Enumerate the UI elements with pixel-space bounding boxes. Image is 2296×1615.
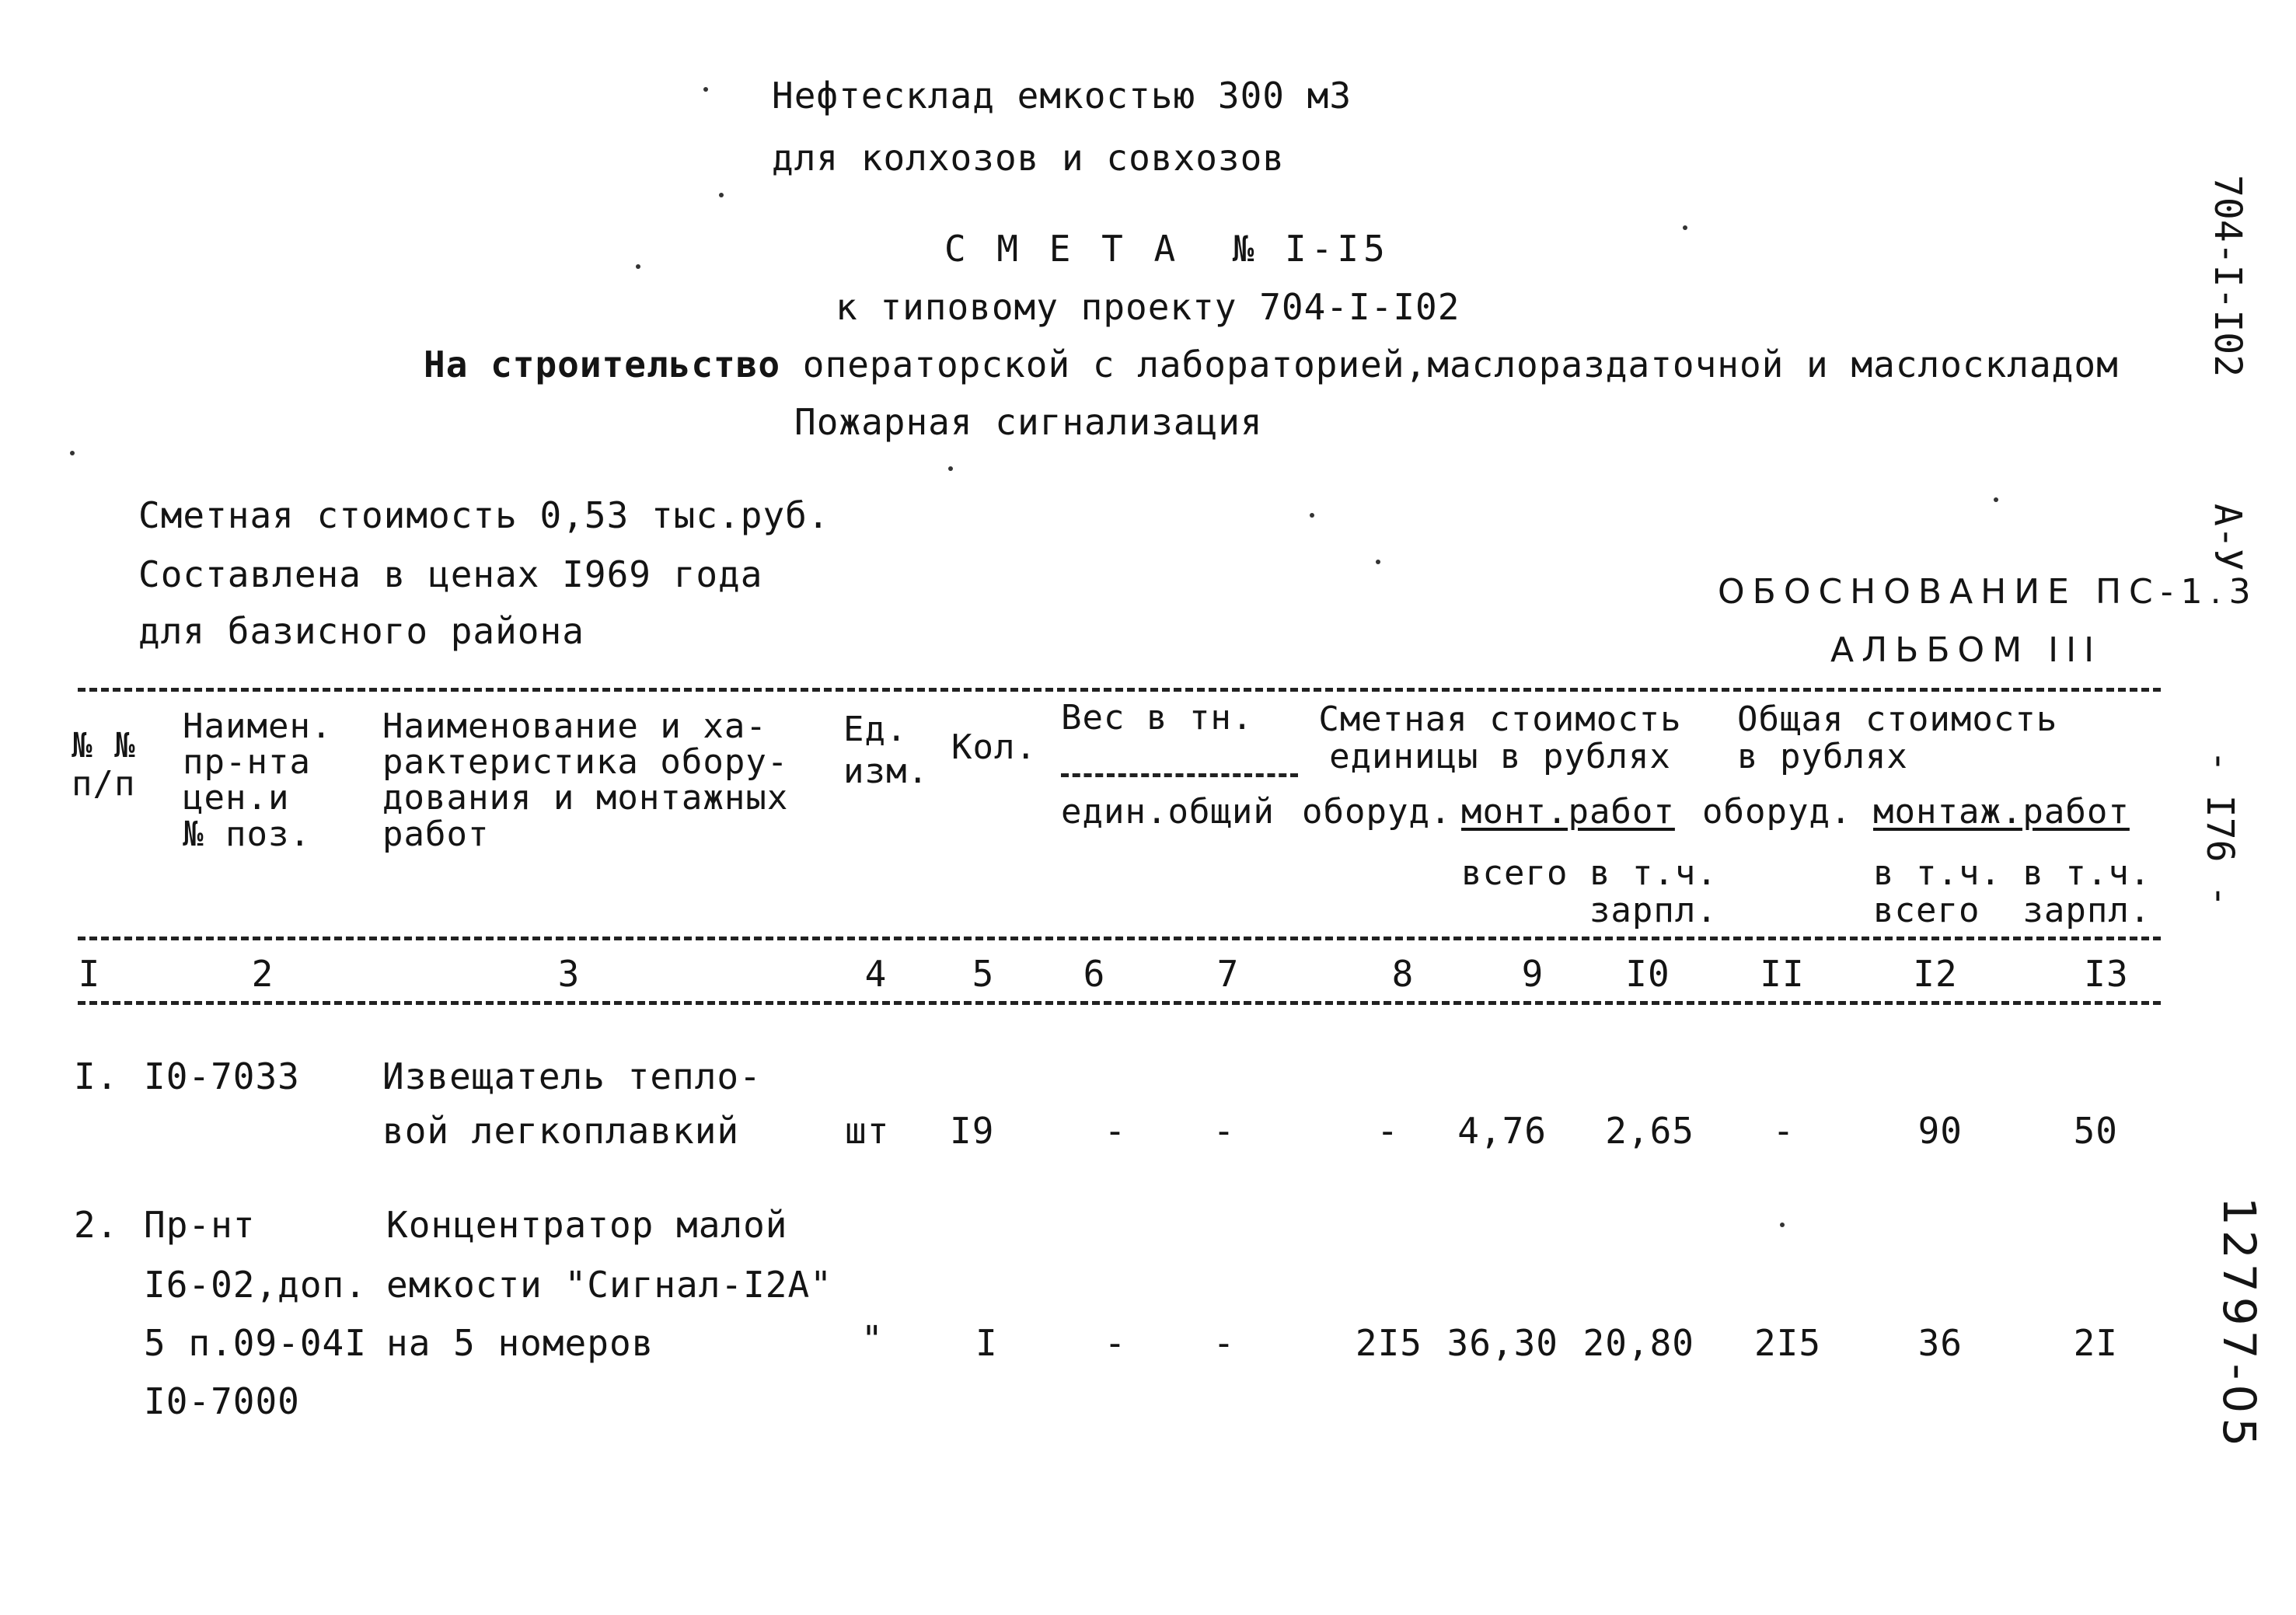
smeta-heading: С М Е Т А № I-I5 [944,228,1390,270]
row-mont-wage: 2,65 [1605,1110,1694,1152]
row-total-mont: 90 [1917,1110,1963,1152]
scan-speck [703,87,708,92]
construction-line-bold: На строительство [424,344,781,385]
doc-title-line1: Нефтесклад емкостью 300 м3 [772,75,1352,117]
col-header-total-mont-sub: в т.ч. в т.ч. всего зарпл. [1873,853,2151,931]
scan-speck [1994,497,1998,502]
col-header-weight-sub: един.общий [1061,792,1275,832]
scan-speck [70,451,75,455]
col-header-weight: Вес в тн. [1061,698,1254,738]
col-number-11: II [1760,953,1805,995]
col-header-total-mont: монтаж.работ [1873,792,2130,832]
construction-line-rest: операторской с лабораторией,маслораздаточной и маслоскладом [780,344,2119,385]
row-number: I. [74,1055,119,1097]
row-unit: шт [845,1110,890,1152]
row-qty: I [975,1322,998,1364]
col-header-description: Наименование и ха- рактеристика обору- дования и монтажных работ [382,706,789,854]
scan-speck [1780,1223,1785,1227]
col-header-unit: Ед. изм. [843,710,929,791]
col-number-4: 4 [864,953,888,995]
col-header-number: № № п/п [72,726,136,804]
row-price-code-line1: Пр-нт [144,1204,256,1246]
row-weight-unit: - [1104,1110,1127,1152]
col-number-2: 2 [251,953,274,995]
row-weight-total: - [1213,1322,1236,1364]
side-project-code: 704-I-I02 [2206,175,2249,378]
scan-speck [1310,513,1314,518]
row-price-code-line3: 5 п.09-04I [144,1322,367,1364]
row-mont-total: 4,76 [1457,1110,1547,1152]
col-header-unit-mont: монт.работ [1461,792,1675,832]
row-weight-total: - [1213,1110,1236,1152]
scan-speck [1376,560,1380,564]
scan-speck [636,264,640,269]
row-weight-unit: - [1104,1322,1127,1364]
row-equip-cost: - [1377,1110,1399,1152]
col-header-price-code: Наимен. пр-нта цен.и № поз. [183,706,333,854]
base-region: для базисного района [138,610,584,652]
col-header-qty: Кол. [951,727,1037,767]
row-total-equip: 2I5 [1753,1322,1822,1364]
price-basis: Составлена в ценах I969 года [138,553,763,595]
project-ref: к типовому проекту 704-I-I02 [836,286,1460,328]
row-description-line3: на 5 номеров [386,1322,654,1364]
row-number: 2. [74,1204,119,1246]
row-description-line2: емкости "Сигнал-I2А" [386,1264,832,1306]
row-total-mont: 36 [1917,1322,1963,1364]
row-description-line1: Концентратор малой [386,1204,788,1246]
scan-speck [719,193,724,197]
col-numbers-rule [78,1001,2161,1005]
row-price-code-line4: I0-7000 [144,1380,300,1422]
col-header-unit-equip: оборуд. [1302,792,1452,832]
col-header-unit-cost: Сметная стоимость единицы в рублях [1318,699,1682,777]
col-number-9: 9 [1521,953,1544,995]
row-mont-total: 36,30 [1446,1322,1558,1364]
basis-note: ОБОСНОВАНИЕ ПС-1.3 [1718,572,2259,612]
col-number-7: 7 [1216,953,1240,995]
row-price-code: I0-7033 [144,1055,300,1097]
estimated-cost: Сметная стоимость 0,53 тыс.руб. [138,494,830,536]
header-bottom-rule [78,937,2161,940]
col-number-10: I0 [1625,953,1670,995]
row-description-line2: вой легкоплавкий [382,1110,740,1152]
side-inventory-number: 12797-05 [2213,1197,2266,1452]
row-equip-cost: 2I5 [1355,1322,1422,1364]
row-unit: " [861,1318,884,1360]
weight-divider [1061,773,1298,777]
row-mont-wage: 20,80 [1582,1322,1694,1364]
row-description-line1: Извещатель тепло- [382,1055,762,1097]
construction-line [424,344,2119,385]
table-top-rule [78,688,2161,692]
row-total-wage: 2I [2073,1322,2118,1364]
row-total-wage: 50 [2073,1110,2118,1152]
col-header-total-equip: оборуд. [1702,792,1852,832]
col-number-5: 5 [972,953,995,995]
col-number-6: 6 [1083,953,1106,995]
row-qty: I9 [950,1110,995,1152]
scan-speck [1683,225,1687,230]
album-note: АЛЬБОМ III [1830,630,2102,670]
system-name: Пожарная сигнализация [794,401,1263,443]
side-page-number: - I76 - [2198,750,2242,908]
col-number-13: I3 [2084,953,2129,995]
col-number-12: I2 [1913,953,1958,995]
col-number-1: I [78,953,101,995]
row-total-equip: - [1772,1110,1795,1152]
col-number-3: 3 [557,953,581,995]
col-number-8: 8 [1391,953,1415,995]
row-price-code-line2: I6-02,доп. [144,1264,367,1306]
doc-title-line2: для колхозов и совхозов [772,137,1285,179]
col-header-total-cost: Общая стоимость в рублях [1737,699,2058,777]
side-series: А-У [2206,504,2249,571]
col-header-unit-mont-sub: всего в т.ч. зарпл. [1461,853,1718,931]
scan-speck [948,466,953,471]
